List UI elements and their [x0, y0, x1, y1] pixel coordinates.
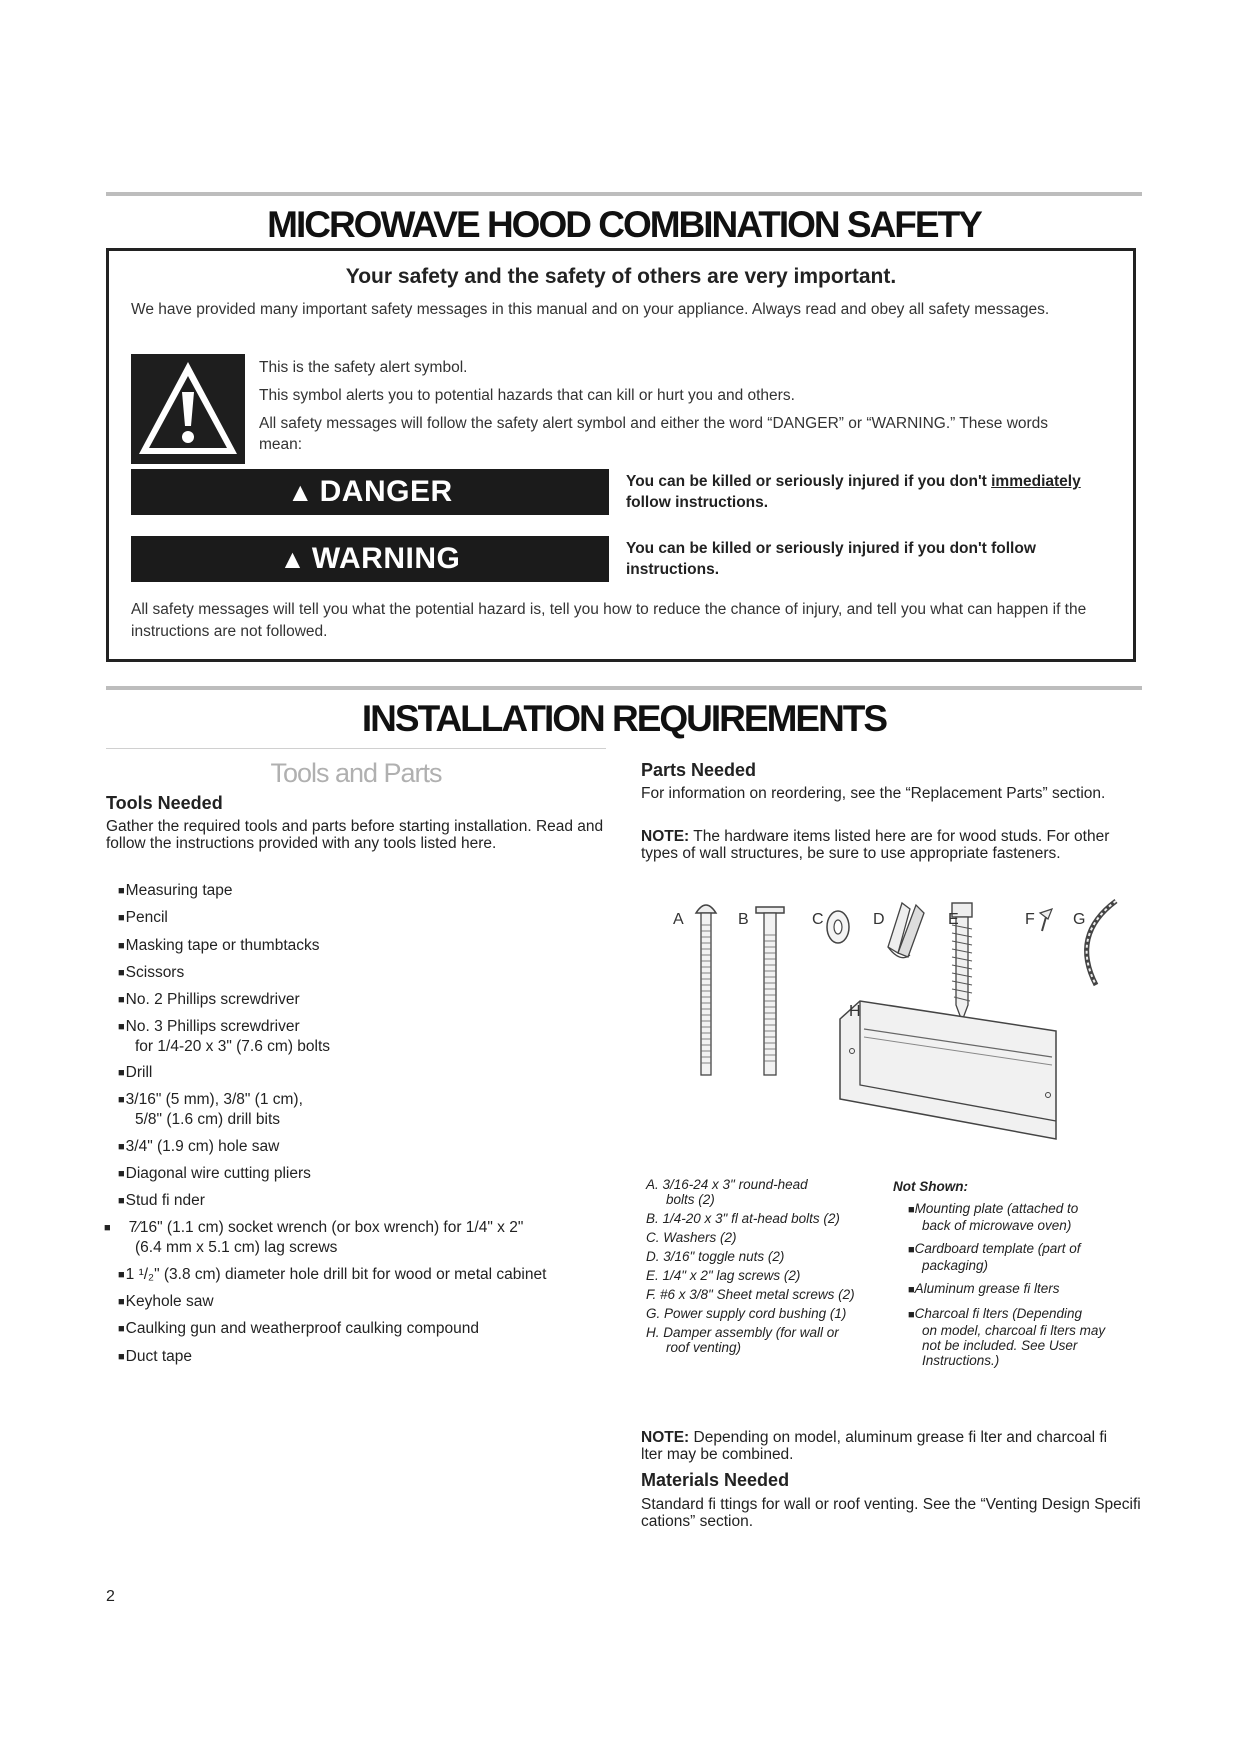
tool-item: ■3/16" (5 mm), 3/8" (1 cm), 5/8" (1.6 cm) drill bits — [118, 1091, 303, 1128]
washer-icon — [827, 911, 849, 943]
symbol-line-2: This symbol alerts you to potential hazards that can kill or hurt you and others. — [259, 387, 795, 404]
figure-letter-e: E — [948, 911, 959, 928]
damper-assembly-icon — [840, 1001, 1056, 1139]
not-shown-item: ■Mounting plate (attached to back of microwave oven) — [908, 1201, 1079, 1233]
parts-note-label: NOTE: — [641, 828, 690, 845]
not-shown-item: ■Aluminum grease fi lters — [908, 1281, 1060, 1296]
round-head-bolt-icon — [696, 905, 716, 1075]
warning-description: You can be killed or seriously injured if you don't follow instructions. — [626, 540, 1036, 578]
parts-heading: Parts Needed — [641, 760, 757, 780]
filter-note-text: Depending on model, aluminum grease fi lter and charcoal fi lter may be combined. — [641, 1429, 1108, 1463]
danger-text-post: follow instructions. — [626, 494, 769, 511]
figure-letter-f: F — [1025, 911, 1035, 928]
legend-item: E. 1/4" x 2" lag screws (2) — [646, 1268, 801, 1283]
filter-note — [641, 1429, 1111, 1463]
tools-intro: Gather the required tools and parts before starting installation. Read and follow the instructions provided with any tools listed here. — [106, 818, 604, 852]
danger-text-emphasis: immediately — [991, 473, 1081, 490]
parts-illustration — [660, 895, 1130, 1155]
tool-item: ■Diagonal wire cutting pliers — [118, 1165, 311, 1182]
symbol-line-1: This is the safety alert symbol. — [259, 359, 468, 376]
install-rule — [106, 686, 1142, 690]
tools-parts-subtitle: Tools and Parts — [270, 758, 442, 788]
safety-box — [106, 248, 1136, 662]
tool-item: ■Pencil — [118, 909, 168, 926]
filter-note-label: NOTE: — [641, 1429, 690, 1446]
tool-item: ■Measuring tape — [118, 882, 233, 899]
toggle-nut-icon — [888, 903, 924, 958]
tools-heading: Tools Needed — [106, 793, 223, 813]
tool-item: ■Scissors — [118, 964, 185, 981]
tool-item: ■3/4" (1.9 cm) hole saw — [118, 1138, 280, 1155]
parts-note-text: The hardware items listed here are for wood studs. For other types of wall structures, be sure to use appropriate fasteners. — [641, 828, 1110, 862]
warning-label-box — [131, 536, 609, 582]
figure-letter-a: A — [673, 911, 684, 928]
figure-letter-d: D — [873, 911, 885, 928]
cord-bushing-icon — [1087, 901, 1116, 985]
parts-note — [641, 828, 1131, 862]
sheet-metal-screw-icon — [1040, 909, 1052, 931]
legend-item: H. Damper assembly (for wall or roof venting) — [646, 1325, 839, 1355]
figure-letter-c: C — [812, 911, 824, 928]
tool-item: ■Drill — [118, 1064, 153, 1081]
safety-intro: We have provided many important safety messages in this manual and on your appliance. Always read and obey all safety messages. — [131, 301, 1050, 318]
safety-footer: All safety messages will tell you what the potential hazard is, tell you how to reduce the chance of injury, and tell you what can happen if the instructions are not followed. — [131, 601, 1087, 640]
not-shown-item: ■Charcoal fi lters (Depending on model, charcoal fi lters may not be included. See User Instructions.) — [908, 1306, 1106, 1368]
figure-letter-g: G — [1073, 911, 1086, 928]
danger-label-box — [131, 469, 609, 515]
danger-alert-icon: ▲ — [287, 476, 314, 507]
page-number: 2 — [106, 1588, 115, 1605]
install-title: INSTALLATION REQUIREMENTS — [361, 698, 887, 739]
flat-head-bolt-icon — [756, 907, 784, 1075]
materials-heading: Materials Needed — [641, 1470, 790, 1490]
symbol-line-3: All safety messages will follow the safety alert symbol and either the word “DANGER” or “WARNING.” These words mean: — [259, 415, 1049, 453]
not-shown-heading: Not Shown: — [893, 1179, 968, 1194]
danger-description — [626, 471, 1126, 513]
legend-item: F. #6 x 3/8" Sheet metal screws (2) — [646, 1287, 855, 1302]
tool-item: ■1 ¹/₂" (3.8 cm) diameter hole drill bit for wood or metal cabinet — [118, 1266, 547, 1283]
legend-item: B. 1/4-20 x 3" fl at-head bolts (2) — [646, 1211, 840, 1226]
warning-alert-icon: ▲ — [279, 543, 306, 574]
legend-item: A. 3/16-24 x 3" round-head bolts (2) — [646, 1177, 808, 1207]
legend-item: D. 3/16" toggle nuts (2) — [646, 1249, 785, 1264]
tool-item: ■No. 3 Phillips screwdriver for 1/4-20 x 3" (7.6 cm) bolts — [118, 1018, 331, 1055]
tool-item: ■Duct tape — [118, 1348, 193, 1365]
safety-title: MICROWAVE HOOD COMBINATION SAFETY — [267, 204, 981, 245]
danger-text-pre: You can be killed or seriously injured if you don't — [626, 473, 992, 490]
not-shown-item: ■Cardboard template (part of packaging) — [908, 1241, 1081, 1273]
tool-item: ■Stud fi nder — [118, 1192, 205, 1209]
tool-item: ■No. 2 Phillips screwdriver — [118, 991, 300, 1008]
tool-item: ■Caulking gun and weatherproof caulking compound — [118, 1320, 479, 1337]
materials-text: Standard fi ttings for wall or roof venting. See the “Venting Design Specifi cations” section. — [641, 1496, 1141, 1530]
legend-item: C. Washers (2) — [646, 1230, 737, 1245]
figure-letter-b: B — [738, 911, 749, 928]
warning-label: WARNING — [311, 542, 461, 575]
tool-item: ■Masking tape or thumbtacks — [118, 937, 320, 954]
safety-headline: Your safety and the safety of others are very important. — [345, 265, 897, 288]
safety-alert-icon — [131, 354, 245, 464]
parts-intro: For information on reordering, see the “Replacement Parts” section. — [641, 785, 1106, 802]
danger-label: DANGER — [319, 475, 453, 508]
legend-item: G. Power supply cord bushing (1) — [646, 1306, 847, 1321]
top-rule — [106, 192, 1142, 196]
tools-parts-rule — [106, 748, 606, 749]
tool-item: ■ 7⁄16" (1.1 cm) socket wrench (or box wrench) for 1/4" x 2" (6.4 mm x 5.1 cm) lag screws — [104, 1219, 524, 1256]
tool-item: ■Keyhole saw — [118, 1293, 214, 1310]
figure-letter-h: H — [849, 1003, 861, 1020]
